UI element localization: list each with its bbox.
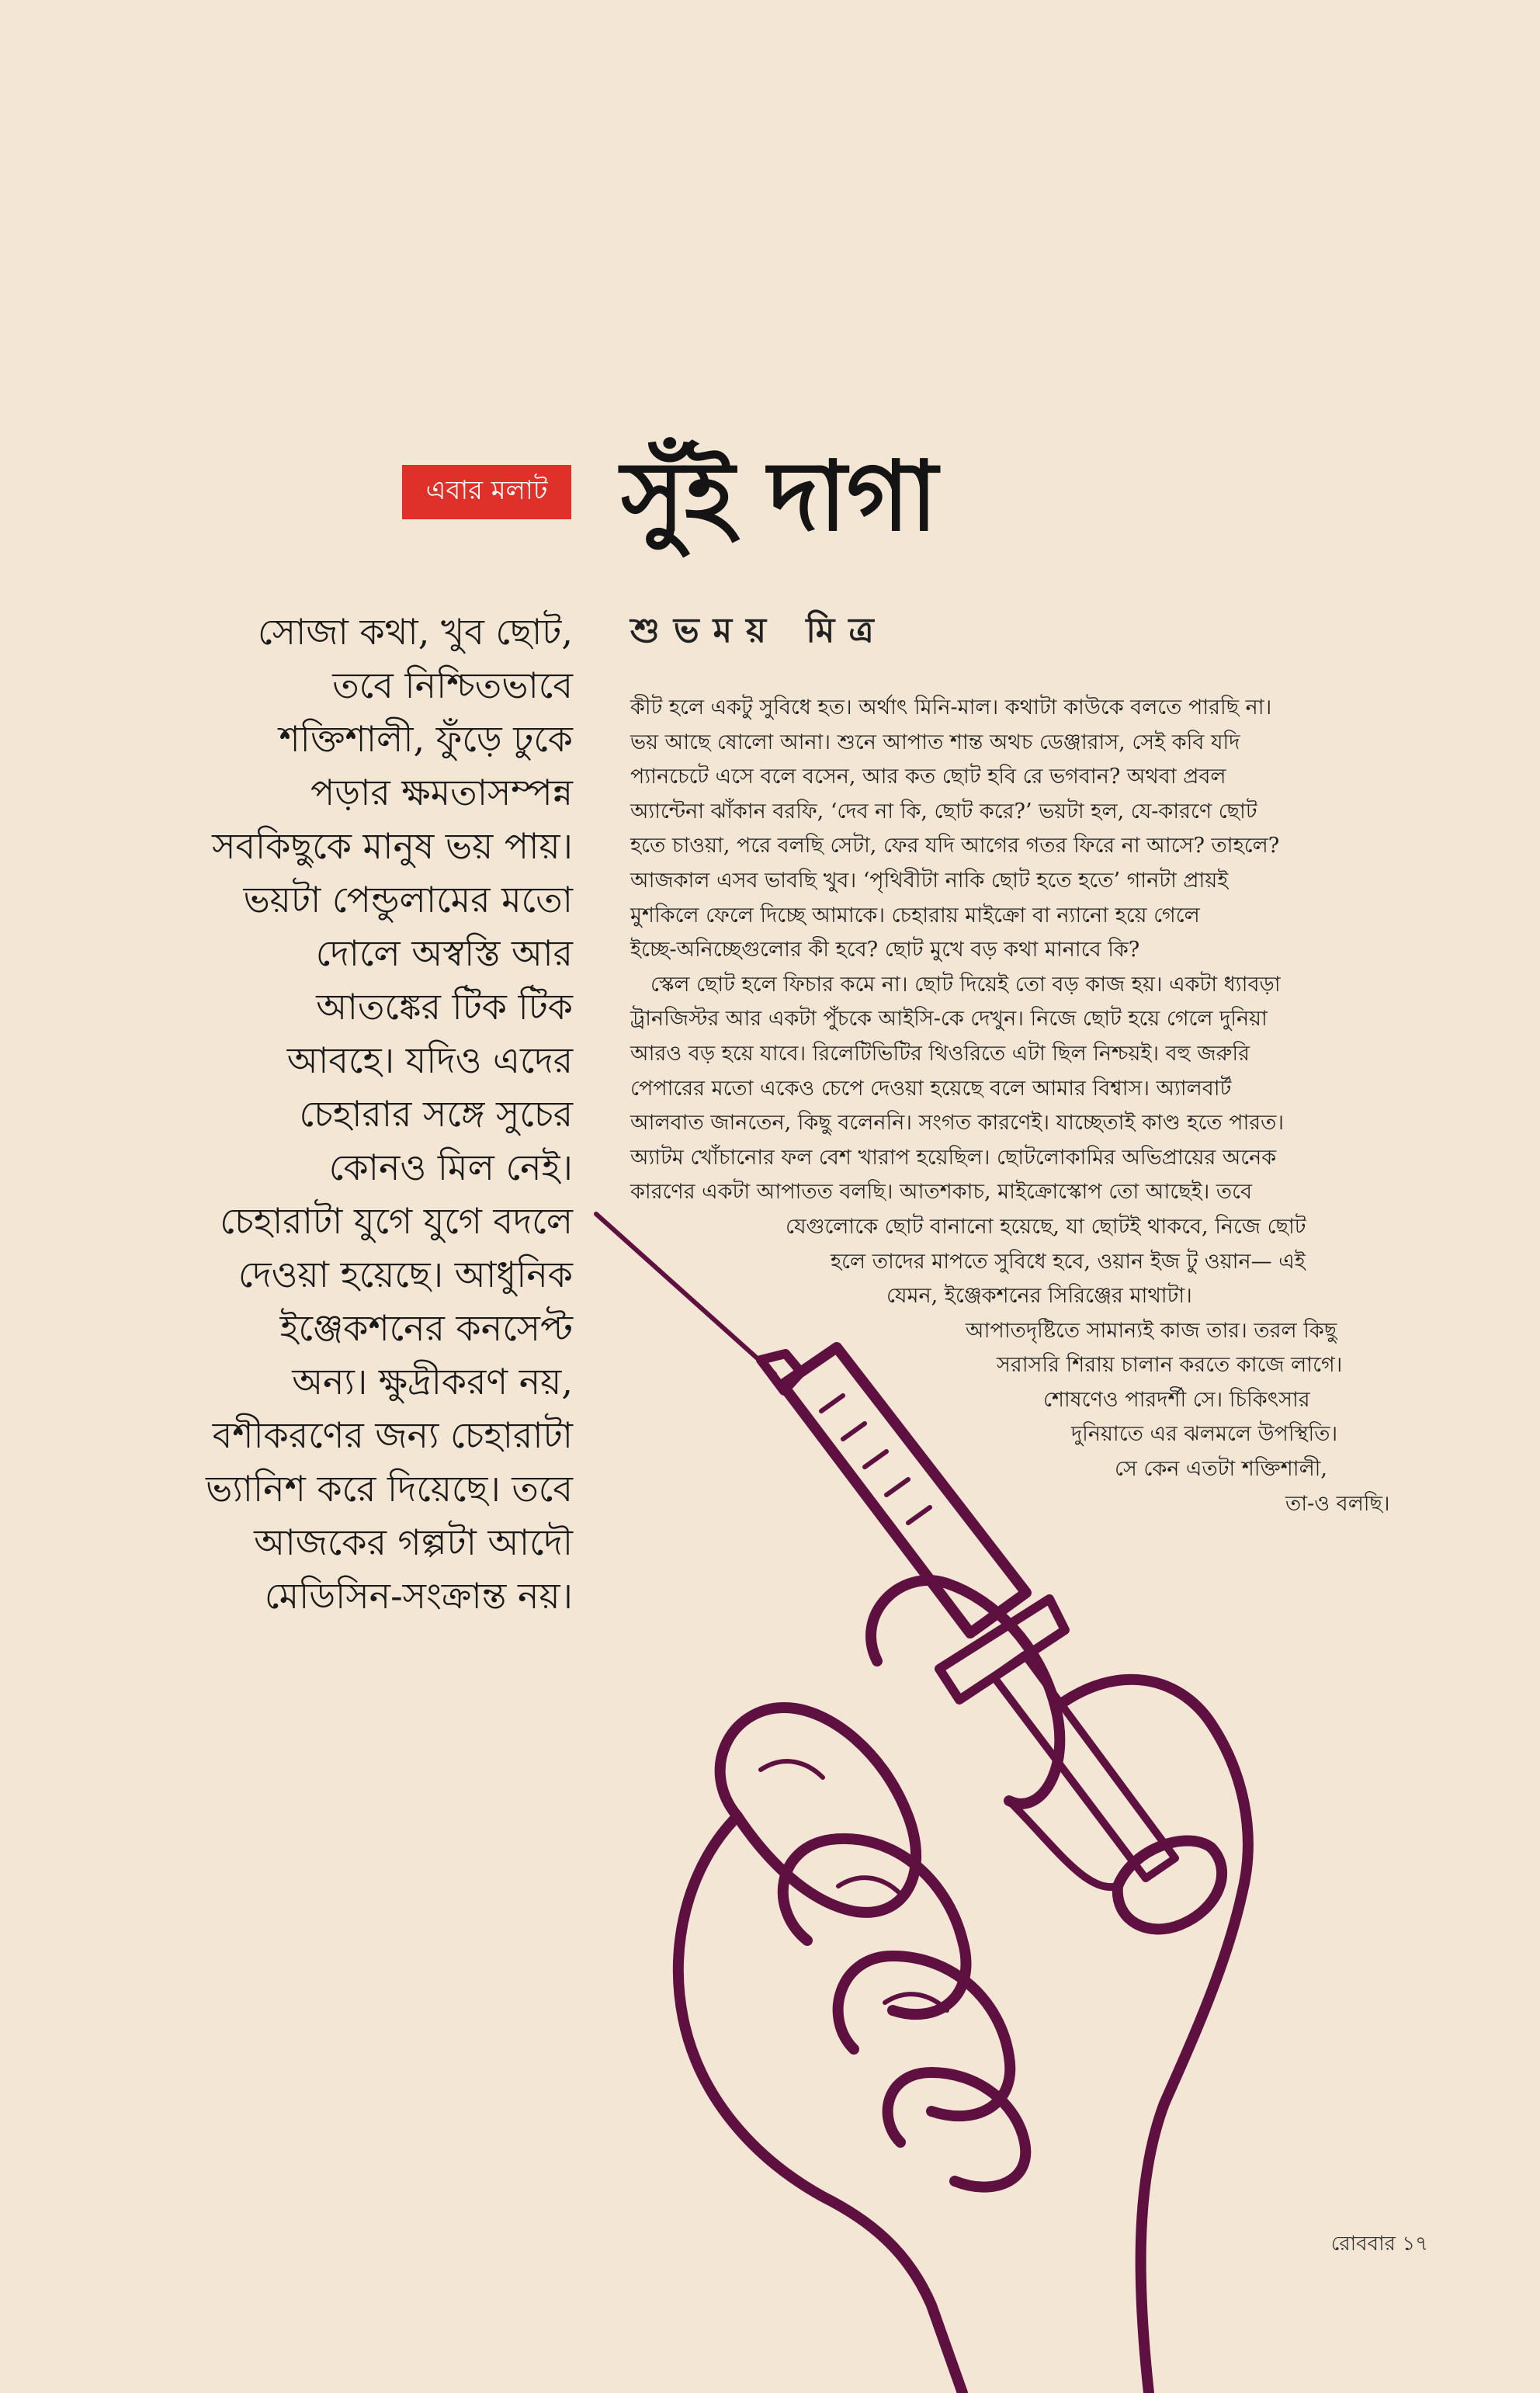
body-line: যেগুলোকে ছোট বানানো হয়েছে, যা ছোটই থাকবে, নিজে ছোট — [786, 1214, 1306, 1239]
body-line: ইচ্ছে-অনিচ্ছেগুলোর কী হবে? ছোট মুখে বড় কথা মানাবে কি? — [630, 938, 1140, 962]
body-line: যেমন, ইঞ্জেকশনের সিরিঞ্জের মাথাটা। — [886, 1284, 1192, 1309]
page-number: ১৭ — [1402, 2232, 1428, 2256]
intro-line: পড়ার ক্ষমতাসম্পন্ন — [310, 772, 573, 813]
intro-line: আবহে। যদিও এদের — [286, 1039, 573, 1081]
body-line: অ্যান্টেনা ঝাঁকান বরফি, ‘দেব না কি, ছোট করে?’ ভয়টা হল, যে-কারণে ছোট — [630, 799, 1257, 824]
body-line: মুশকিলে ফেলে দিচ্ছে আমাকে। চেহারায় মাইক্রো বা ন্যানো হয়ে গেলে — [630, 903, 1200, 928]
section-tag: এবার মলাট — [402, 465, 571, 519]
page-footer — [1273, 2225, 1428, 2263]
body-line: শোষণেও পারদর্শী সে। চিকিৎসার — [1043, 1387, 1310, 1412]
intro-line: শক্তিশালী, ফুঁড়ে ঢুকে — [279, 718, 573, 760]
body-line: হতে চাওয়া, পরে বলছি সেটা, ফের যদি আগের গতর ফিরে না আসে? তাহলে? — [630, 834, 1280, 858]
body-line: আলবাত জানতেন, কিছু বলেননি। সংগত কারণেই। যাচ্ছেতাই কাণ্ড হতে পারত। — [630, 1111, 1285, 1136]
hand-knuckle-detail — [761, 1761, 823, 1777]
body-line: আজকাল এসব ভাবছি খুব। ‘পৃথিবীটা নাকি ছোট হতে হতে’ গানটা প্রায়ই — [630, 868, 1229, 893]
body-line: ট্রানজিস্টর আর একটা পুঁচকে আইসি-কে দেখুন। নিজে ছোট হয়ে গেলে দুনিয়া — [630, 1007, 1268, 1032]
intro-line: অন্য। ক্ষুদ্রীকরণ নয়, — [292, 1361, 573, 1403]
intro-line: চেহারাটা যুগে যুগে বদলে — [220, 1200, 573, 1242]
hand-holding-syringe-icon — [574, 1164, 1413, 2393]
intro-line: বশীকরণের জন্য চেহারাটা — [212, 1414, 573, 1456]
body-line: কারণের একটা আপাতত বলছি। আতশকাচ, মাইক্রোস্কোপ তো আছেই। তবে — [630, 1180, 1253, 1205]
body-line: আরও বড় হয়ে যাবে। রিলেটিভিটির থিওরিতে এটা ছিল নিশ্চয়ই। বহু জরুরি — [630, 1041, 1250, 1066]
syringe-needle — [596, 1214, 775, 1374]
body-line: তা-ও বলছি। — [1285, 1491, 1390, 1516]
intro-line: ইঞ্জেকশনের কনসেপ্ট — [279, 1307, 573, 1349]
body-line: স্কেল ছোট হলে ফিচার কমে না। ছোট দিয়েই তো বড় কাজ হয়। একটা ধ্যাবড়া — [650, 972, 1281, 997]
author-byline: শুভময় মিত্র — [630, 611, 888, 650]
body-line: আপাতদৃষ্টিতে সামান্যই কাজ তার। তরল কিছু — [966, 1318, 1337, 1343]
intro-line: সবকিছুকে মানুষ ভয় পায়। — [212, 825, 573, 867]
publication-name: রোববার — [1330, 2232, 1396, 2256]
body-line: পেপারের মতো একেও চেপে দেওয়া হয়েছে বলে আমার বিশ্বাস। অ্যালবার্ট — [630, 1076, 1232, 1101]
intro-line: দোলে অস্বস্তি আর — [315, 932, 573, 974]
body-line: হলে তাদের মাপতে সুবিধে হবে, ওয়ান ইজ টু ওয়ান— এই — [831, 1249, 1306, 1274]
hand-outline-right — [1056, 1680, 1248, 2393]
body-line: ভয় আছে ষোলো আনা। শুনে আপাত শান্ত অথচ ডেঞ্জারাস, সেই কবি যদি — [630, 730, 1240, 754]
intro-line: কোনও মিল নেই। — [328, 1146, 573, 1188]
intro-line: ভয়টা পেন্ডুলামের মতো — [243, 879, 573, 921]
body-line: সে কেন এতটা শক্তিশালী, — [1115, 1457, 1327, 1482]
intro-line: মেডিসিন-সংক্রান্ত নয়। — [264, 1575, 573, 1617]
hand-knuckle-detail — [838, 1878, 900, 1894]
intro-line: আতঙ্কের টিক টিক — [316, 986, 573, 1028]
body-line: দুনিয়াতে এর ঝলমলে উপস্থিতি। — [1071, 1422, 1338, 1447]
intro-blurb — [116, 605, 573, 1623]
intro-line: ভ্যানিশ করে দিয়েছে। তবে — [206, 1468, 573, 1510]
intro-line: চেহারার সঙ্গে সুচের — [299, 1093, 573, 1135]
hand-finger-middle — [783, 1839, 966, 2014]
intro-line: সোজা কথা, খুব ছোট, — [257, 611, 573, 653]
body-line: সরাসরি শিরায় চালান করতে কাজে লাগে। — [997, 1353, 1343, 1378]
body-line: কীট হলে একটু সুবিধে হত। অর্থাৎ মিনি-মাল। কথাটা কাউকে বলতে পারছি না। — [630, 695, 1272, 720]
intro-line: দেওয়া হয়েছে। আধুনিক — [238, 1254, 573, 1295]
article-title: সুঁই দাগা — [621, 441, 938, 553]
body-line: অ্যাটম খোঁচানোর ফল বেশ খারাপ হয়েছিল। ছোটলোকামির অভিপ্রায়ের অনেক — [630, 1145, 1277, 1170]
intro-line: তবে নিশ্চিতভাবে — [332, 664, 573, 706]
body-line: প্যানচেটে এসে বলে বসেন, আর কত ছোট হবি রে ভগবান? অথবা প্রবল — [630, 765, 1226, 789]
intro-line: আজকের গল্পটা আদৌ — [254, 1521, 573, 1563]
